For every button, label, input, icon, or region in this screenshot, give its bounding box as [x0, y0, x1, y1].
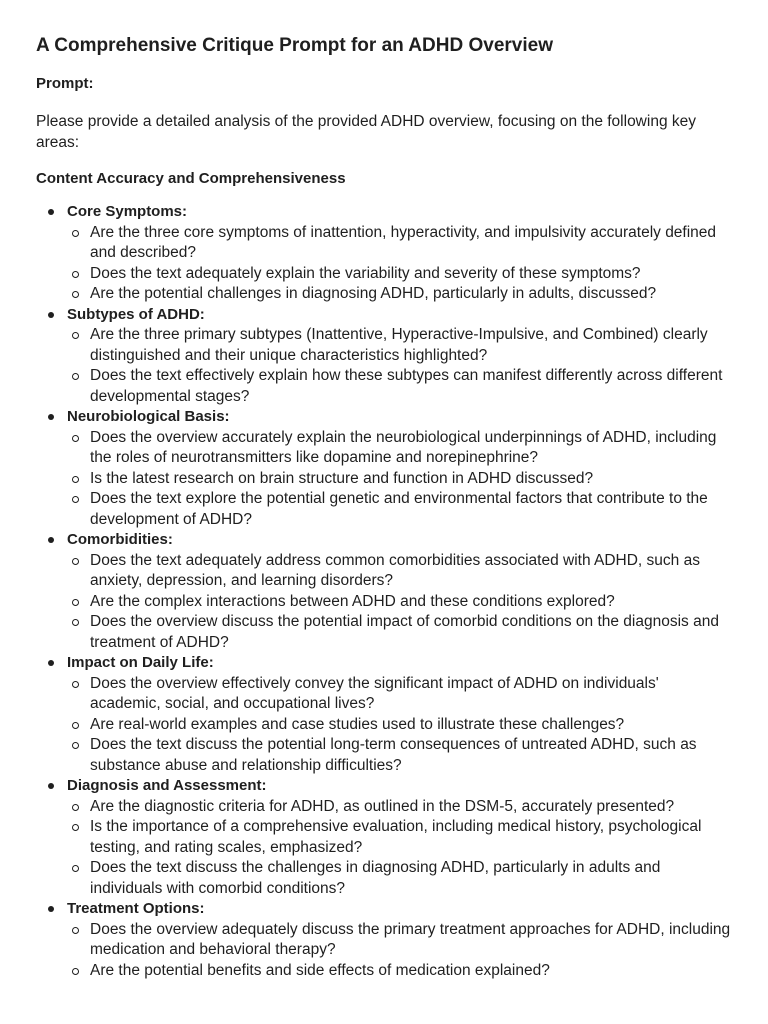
question-item: [67, 858, 732, 899]
prompt-label: Prompt:: [36, 75, 94, 92]
question-text: Does the overview accurately explain the neurobiological underpinnings of ADHD, including the roles of neurotransmitters like dopamine and norepinephrine?: [90, 428, 717, 466]
question-text: Is the importance of a comprehensive evaluation, including medical history, psychological testing, and rating scales, emphasized?: [90, 818, 702, 856]
question-item: [67, 551, 732, 592]
question-text: Are the three primary subtypes (Inattentive, Hyperactive-Impulsive, and Combined) clearly distinguished and their unique characteristics highlighted?: [90, 326, 708, 364]
list-item: [36, 202, 732, 305]
question-text: Does the text effectively explain how these subtypes can manifest differently across different developmental stages?: [90, 367, 723, 405]
topic-title: Subtypes of ADHD:: [67, 305, 205, 323]
question-text: Does the text adequately explain the variability and severity of these symptoms?: [90, 264, 641, 282]
question-text: Are the complex interactions between ADHD and these conditions explored?: [90, 592, 615, 610]
question-text: Does the overview discuss the potential impact of comorbid conditions on the diagnosis and treatment of ADHD?: [90, 613, 719, 651]
question-list: [67, 325, 732, 407]
topic-title: Comorbidities:: [67, 531, 173, 548]
circle-bullet-icon: [72, 476, 79, 483]
list-item: [36, 653, 732, 776]
question-text: Does the overview adequately discuss the primary treatment approaches for ADHD, including medication and behavioral therapy?: [90, 920, 731, 958]
list-item: [36, 407, 732, 530]
question-item: [67, 817, 732, 858]
question-text: Does the text explore the potential genetic and environmental factors that contribute to the development of ADHD?: [90, 490, 708, 528]
intro-paragraph: Please provide a detailed analysis of the provided ADHD overview, focusing on the following key areas:: [36, 113, 696, 151]
circle-bullet-icon: [72, 373, 79, 380]
question-item: [67, 592, 732, 613]
question-item: [67, 489, 732, 530]
circle-bullet-icon: [72, 230, 79, 237]
question-list: [67, 797, 732, 900]
question-text: Are real-world examples and case studies used to illustrate these challenges?: [90, 715, 625, 733]
circle-bullet-icon: [72, 435, 79, 442]
question-item: [67, 961, 732, 982]
question-text: Does the text discuss the potential long-term consequences of untreated ADHD, such as substance abuse and relationship difficulties?: [90, 736, 697, 774]
bullet-icon: [48, 537, 54, 543]
circle-bullet-icon: [72, 619, 79, 626]
question-text: Does the overview effectively convey the significant impact of ADHD on individuals' academic, social, and occupational lives?: [90, 674, 659, 712]
bullet-icon: [48, 783, 54, 789]
circle-bullet-icon: [72, 332, 79, 339]
question-item: [67, 264, 732, 285]
circle-bullet-icon: [72, 722, 79, 729]
list-item: [36, 776, 732, 899]
bullet-icon: [48, 209, 54, 215]
question-text: Is the latest research on brain structure and function in ADHD discussed?: [90, 469, 594, 487]
question-item: [67, 612, 732, 653]
bullet-icon: [48, 414, 54, 420]
topic-list: [36, 202, 732, 981]
question-text: Are the diagnostic criteria for ADHD, as outlined in the DSM-5, accurately presented?: [90, 797, 675, 815]
topic-title: Core Symptoms:: [67, 203, 188, 220]
circle-bullet-icon: [72, 558, 79, 565]
bullet-icon: [48, 660, 54, 666]
question-text: Are the potential challenges in diagnosing ADHD, particularly in adults, discussed?: [90, 285, 657, 302]
question-list: [67, 920, 732, 982]
question-item: [67, 469, 732, 490]
circle-bullet-icon: [72, 291, 79, 298]
circle-bullet-icon: [72, 927, 79, 934]
bullet-icon: [48, 312, 54, 318]
question-list: [67, 674, 732, 777]
list-item: [36, 899, 732, 981]
circle-bullet-icon: [72, 681, 79, 688]
topic-title: Impact on Daily Life:: [67, 654, 214, 671]
list-item: [36, 530, 732, 653]
circle-bullet-icon: [72, 496, 79, 503]
question-item: [67, 223, 732, 264]
question-item: [67, 920, 732, 961]
question-item: [67, 715, 732, 736]
topic-title: Diagnosis and Assessment:: [67, 777, 267, 794]
section-heading: Content Accuracy and Comprehensiveness: [36, 170, 346, 187]
question-text: Does the text adequately address common comorbidities associated with ADHD, such as anxiety, depression, and learning disorders?: [90, 551, 700, 589]
question-item: [67, 366, 732, 407]
document-title: A Comprehensive Critique Prompt for an ADHD Overview: [36, 35, 553, 56]
question-list: [67, 551, 732, 654]
question-text: Does the text discuss the challenges in diagnosing ADHD, particularly in adults and individuals with comorbid conditions?: [90, 859, 661, 897]
question-item: [67, 797, 732, 818]
circle-bullet-icon: [72, 865, 79, 872]
question-list: [67, 428, 732, 531]
question-item: [67, 674, 732, 715]
circle-bullet-icon: [72, 824, 79, 831]
circle-bullet-icon: [72, 271, 79, 278]
question-list: [67, 223, 732, 305]
question-text: Are the three core symptoms of inattention, hyperactivity, and impulsivity accurately defined and described?: [90, 223, 717, 261]
question-text: Are the potential benefits and side effects of medication explained?: [90, 961, 550, 979]
question-item: [67, 428, 732, 469]
list-item: [36, 305, 732, 408]
topic-title: Neurobiological Basis:: [67, 408, 230, 425]
question-item: [67, 284, 732, 305]
circle-bullet-icon: [72, 599, 79, 606]
circle-bullet-icon: [72, 968, 79, 975]
bullet-icon: [48, 906, 54, 912]
circle-bullet-icon: [72, 742, 79, 749]
circle-bullet-icon: [72, 804, 79, 811]
question-item: [67, 325, 732, 366]
question-item: [67, 735, 732, 776]
topic-title: Treatment Options:: [67, 900, 205, 917]
